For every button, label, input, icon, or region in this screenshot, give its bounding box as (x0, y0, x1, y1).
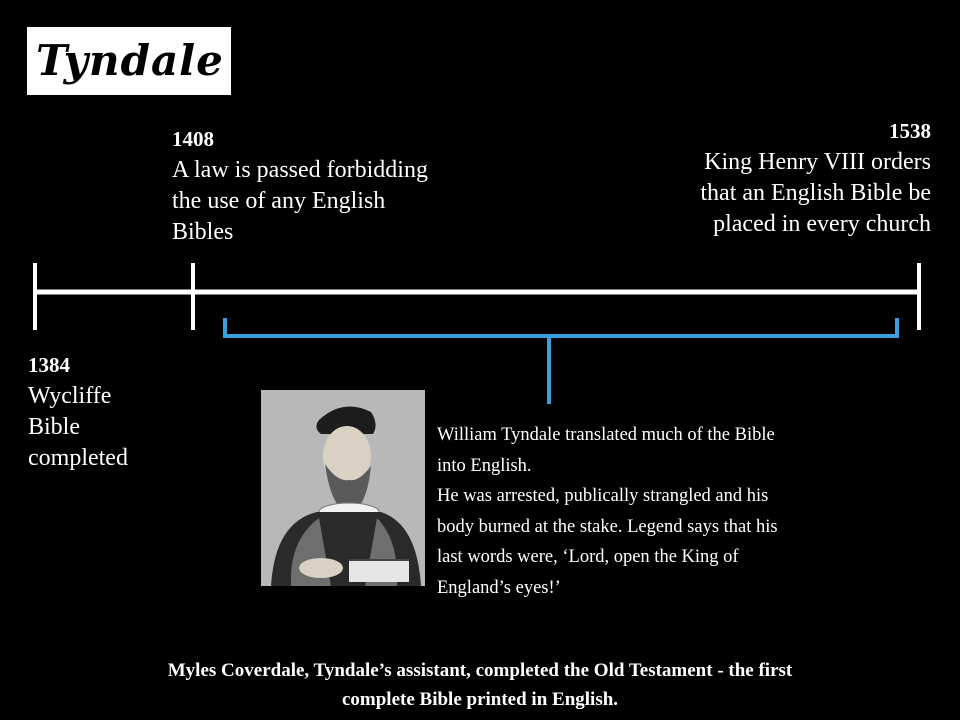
footer-line: Myles Coverdale, Tyndale’s assistant, completed the Old Testament - the first (167, 660, 793, 681)
event-description-line: King Henry VIII orders (704, 149, 931, 175)
event-year: 1408 (172, 127, 214, 151)
footer-note (20, 656, 940, 714)
bio-line: England’s eyes!’ (437, 577, 561, 598)
event-description-line: Bibles (172, 219, 234, 245)
tyndale-bio (437, 420, 937, 603)
tyndale-period-bracket (225, 318, 897, 336)
slide-title: Tyndale (36, 36, 224, 85)
footer-line: complete Bible printed in English. (341, 689, 619, 710)
event-description-line: placed in every church (713, 211, 931, 237)
event-year: 1538 (889, 119, 931, 143)
bio-line: body burned at the stake. Legend says that his (437, 516, 778, 537)
event-description-line: completed (28, 445, 128, 471)
portrait-image (261, 390, 425, 586)
event-description-line: A law is passed forbidding (172, 157, 428, 183)
event-description-line: that an English Bible be (700, 180, 931, 206)
event-1538 (631, 116, 931, 240)
event-1384 (28, 350, 178, 474)
bio-line: He was arrested, publically strangled and his (437, 486, 769, 506)
bio-line: William Tyndale translated much of the Bible (437, 425, 775, 445)
event-description-line: the use of any English (172, 188, 386, 214)
portrait-icon (261, 390, 425, 586)
bio-line: last words were, ‘Lord, open the King of (437, 547, 739, 567)
event-description-line: Bible (28, 414, 80, 440)
event-year: 1384 (28, 353, 70, 377)
event-1408 (172, 124, 502, 248)
bio-line: into English. (437, 455, 532, 476)
event-description-line: Wycliffe (28, 383, 112, 409)
